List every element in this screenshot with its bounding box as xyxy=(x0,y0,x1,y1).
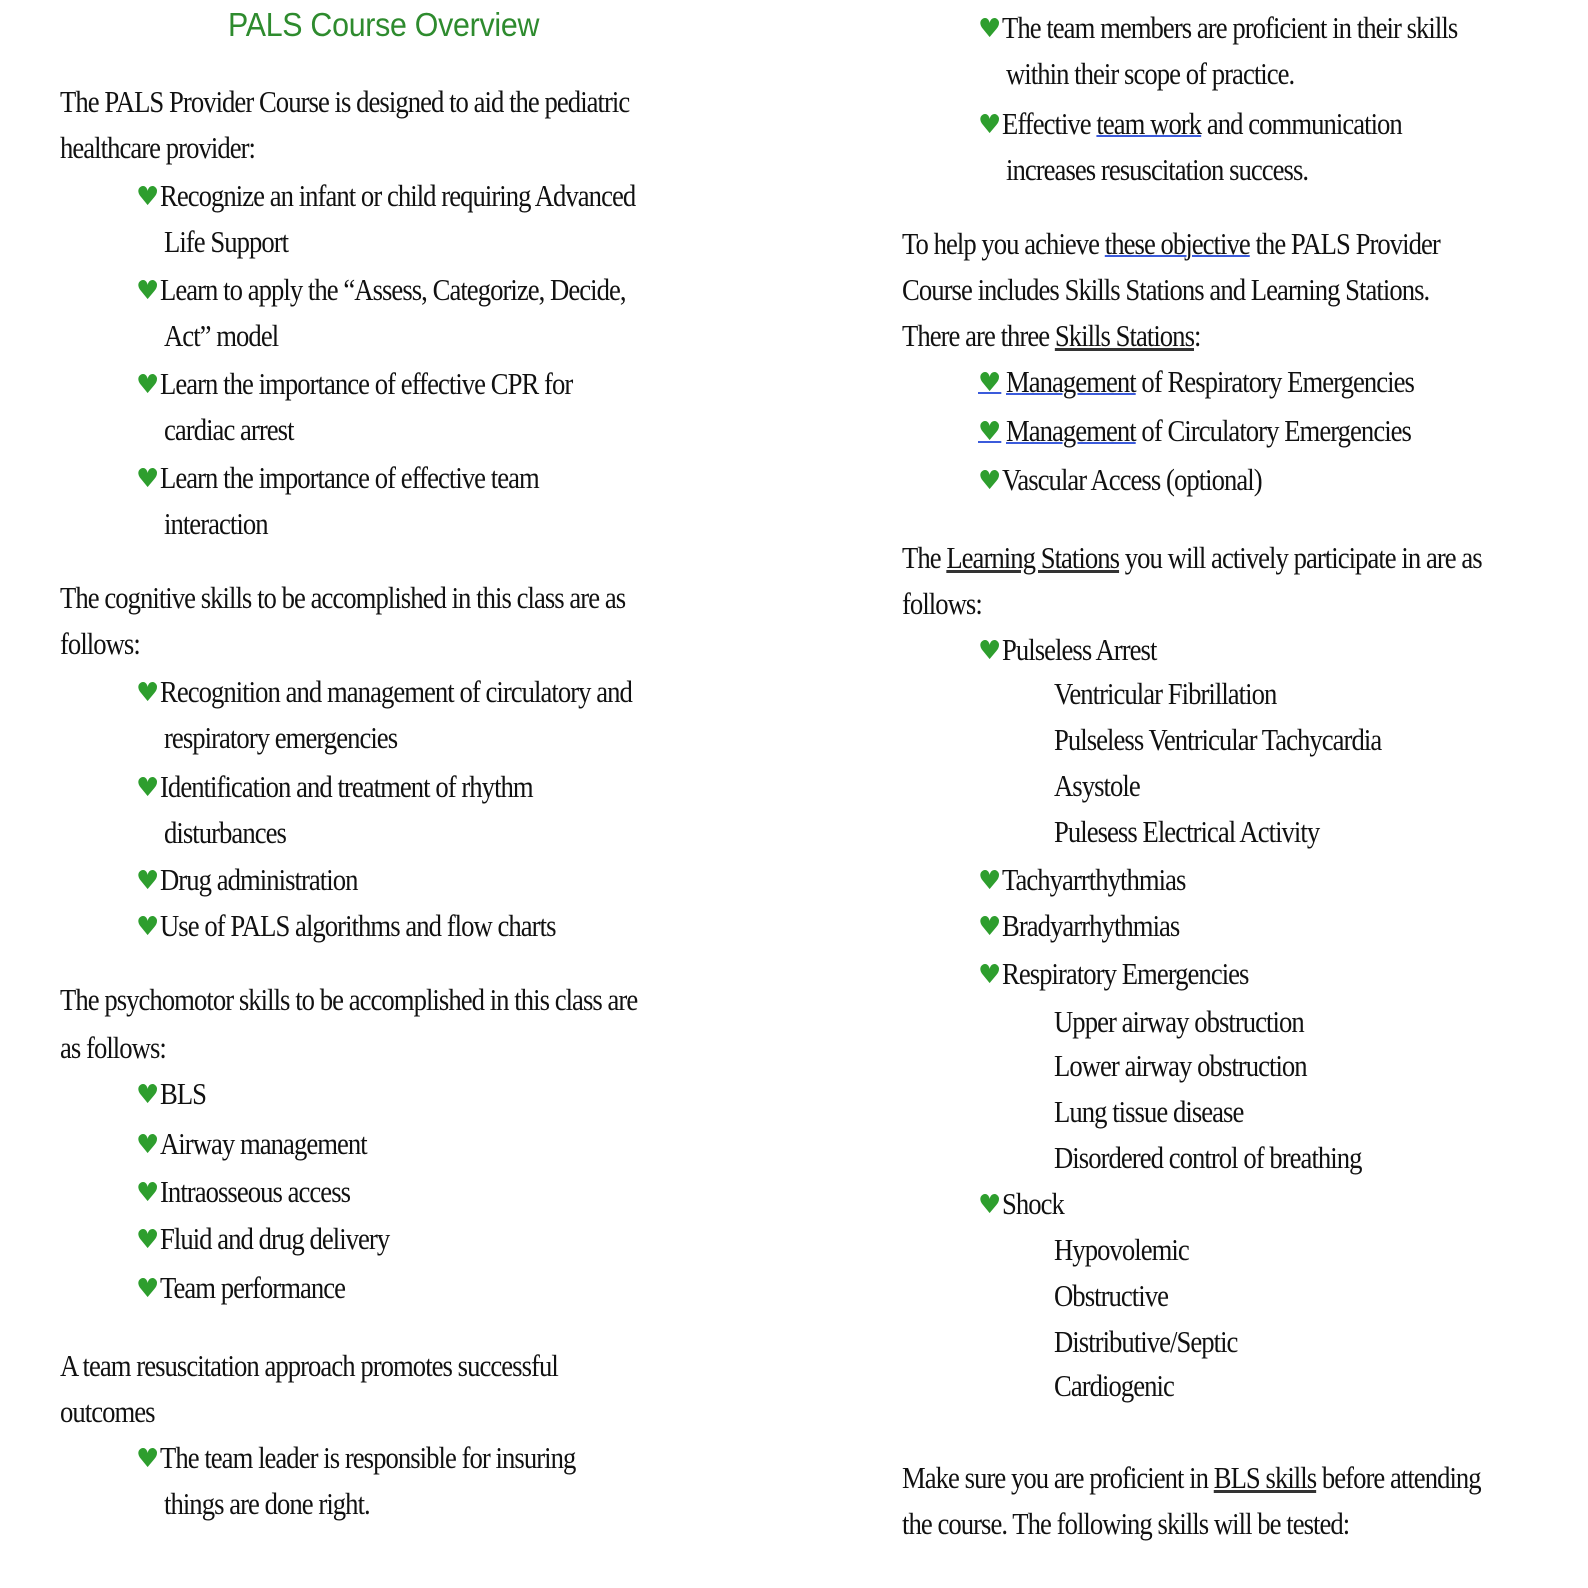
cognitive-intro-line-1: The cognitive skills to be accomplished in this class are as xyxy=(60,580,626,615)
heart-icon: ♥ xyxy=(136,1178,160,1208)
goal-item-cont: Life Support xyxy=(164,224,289,259)
heart-icon: ♥ xyxy=(136,1080,160,1110)
heart-icon: ♥ xyxy=(136,866,160,896)
psychomotor-intro-line-2: as follows: xyxy=(60,1030,166,1065)
heart-icon: ♥ xyxy=(136,1444,160,1474)
cognitive-item: Recognition and management of circulatory and xyxy=(160,674,632,709)
intro-line-2: healthcare provider: xyxy=(60,130,255,165)
cognitive-item: Identification and treatment of rhythm xyxy=(160,769,533,804)
bls-note-line-1: Make sure you are proficient in BLS skills before attending xyxy=(902,1460,1481,1495)
heart-icon: ♥ xyxy=(978,110,1002,140)
cognitive-intro-line-2: follows: xyxy=(60,626,140,661)
learning-intro-line-1: The Learning Stations you will actively participate in are as xyxy=(902,540,1482,575)
goal-item-cont: cardiac arrest xyxy=(164,412,294,447)
learning-sub-item: Hypovolemic xyxy=(1054,1232,1189,1267)
objective-link[interactable]: these objective xyxy=(1104,226,1250,261)
heart-icon: ♥ xyxy=(978,466,1002,496)
teamwork-item-cont: increases resuscitation success. xyxy=(1006,152,1309,187)
learning-intro-line-2: follows: xyxy=(902,586,982,621)
learning-station-item: Respiratory Emergencies xyxy=(1002,956,1249,991)
heart-icon: ♥ xyxy=(978,14,1002,44)
goal-item: Learn the importance of effective team xyxy=(160,460,539,495)
goal-item: Learn to apply the “Assess, Categorize, Decide, xyxy=(160,272,626,307)
stations-intro-line-1: To help you achieve these objective the PALS Provider xyxy=(902,226,1440,261)
team-work-link[interactable]: team work xyxy=(1096,106,1202,141)
learning-station-item: Tachyarrthythmias xyxy=(1002,862,1186,897)
learning-sub-item: Lower airway obstruction xyxy=(1054,1048,1307,1083)
psychomotor-item: Airway management xyxy=(160,1126,367,1161)
heart-icon: ♥ xyxy=(136,182,160,212)
goal-item: Recognize an infant or child requiring Advanced xyxy=(160,178,636,213)
skills-station-item: Management of Circulatory Emergencies xyxy=(1006,413,1411,448)
heart-icon: ♥ xyxy=(978,636,1002,666)
heart-icon: ♥ xyxy=(978,866,1002,896)
learning-sub-item: Obstructive xyxy=(1054,1278,1168,1313)
goal-item-cont: interaction xyxy=(164,506,268,541)
bls-skills-link[interactable]: BLS skills xyxy=(1213,1460,1317,1495)
cognitive-item-cont: respiratory emergencies xyxy=(164,720,398,755)
skills-station-item: Management of Respiratory Emergencies xyxy=(1006,364,1414,399)
psychomotor-intro-line-1: The psychomotor skills to be accomplished in this class are xyxy=(60,982,638,1017)
heart-icon: ♥ xyxy=(136,464,160,494)
heart-icon: ♥ xyxy=(978,1190,1002,1220)
cognitive-item-cont: disturbances xyxy=(164,815,286,850)
learning-stations-link[interactable]: Learning Stations xyxy=(946,540,1120,575)
heart-icon: ♥ xyxy=(136,678,160,708)
heart-icon: ♥ xyxy=(978,368,1002,398)
team-members-item: The team members are proficient in their skills xyxy=(1002,10,1458,45)
cognitive-item: Use of PALS algorithms and flow charts xyxy=(160,908,556,943)
heart-icon: ♥ xyxy=(136,1225,160,1255)
heart-icon: ♥ xyxy=(136,276,160,306)
goal-item-cont: Act” model xyxy=(164,318,279,353)
learning-station-item: Bradyarrhythmias xyxy=(1002,908,1180,943)
stations-intro-line-3: There are three Skills Stations: xyxy=(902,318,1201,353)
learning-sub-item: Pulseless Ventricular Tachycardia xyxy=(1054,722,1382,757)
cognitive-item: Drug administration xyxy=(160,862,358,897)
heart-icon: ♥ xyxy=(978,960,1002,990)
heart-icon: ♥ xyxy=(136,1274,160,1304)
psychomotor-item: Team performance xyxy=(160,1270,346,1305)
team-leader-item: The team leader is responsible for insuring xyxy=(160,1440,576,1475)
psychomotor-item: Intraosseous access xyxy=(160,1174,351,1209)
heart-icon: ♥ xyxy=(136,773,160,803)
learning-station-item: Shock xyxy=(1002,1186,1064,1221)
management-link[interactable]: Management xyxy=(1006,364,1136,399)
heart-icon: ♥ xyxy=(136,1130,160,1160)
skills-stations-link[interactable]: Skills Stations xyxy=(1054,318,1194,353)
learning-station-item: Pulseless Arrest xyxy=(1002,632,1157,667)
heart-icon: ♥ xyxy=(978,912,1002,942)
stations-intro-line-2: Course includes Skills Stations and Learning Stations. xyxy=(902,272,1430,307)
learning-sub-item: Disordered control of breathing xyxy=(1054,1140,1362,1175)
psychomotor-item: BLS xyxy=(160,1076,207,1111)
goal-item: Learn the importance of effective CPR for xyxy=(160,366,573,401)
learning-sub-item: Asystole xyxy=(1054,768,1140,803)
team-leader-item-cont: things are done right. xyxy=(164,1486,370,1521)
heart-icon: ♥ xyxy=(136,370,160,400)
psychomotor-item: Fluid and drug delivery xyxy=(160,1221,390,1256)
management-link[interactable]: Management xyxy=(1006,413,1136,448)
teamwork-item: Effective team work and communication xyxy=(1002,106,1402,141)
heart-icon: ♥ xyxy=(978,417,1002,447)
team-members-item-cont: within their scope of practice. xyxy=(1006,56,1295,91)
learning-sub-item: Lung tissue disease xyxy=(1054,1094,1244,1129)
page-title: PALS Course Overview xyxy=(228,6,540,43)
team-intro-line-1: A team resuscitation approach promotes successful xyxy=(60,1348,558,1383)
bls-note-line-2: the course. The following skills will be tested: xyxy=(902,1506,1350,1541)
learning-sub-item: Ventricular Fibrillation xyxy=(1054,676,1277,711)
heart-icon: ♥ xyxy=(136,912,160,942)
team-intro-line-2: outcomes xyxy=(60,1394,155,1429)
skills-station-item: Vascular Access (optional) xyxy=(1002,462,1262,497)
intro-line-1: The PALS Provider Course is designed to aid the pediatric xyxy=(60,84,630,119)
learning-sub-item: Pulesess Electrical Activity xyxy=(1054,814,1320,849)
learning-sub-item: Upper airway obstruction xyxy=(1054,1004,1304,1039)
learning-sub-item: Distributive/Septic xyxy=(1054,1324,1238,1359)
learning-sub-item: Cardiogenic xyxy=(1054,1368,1174,1403)
